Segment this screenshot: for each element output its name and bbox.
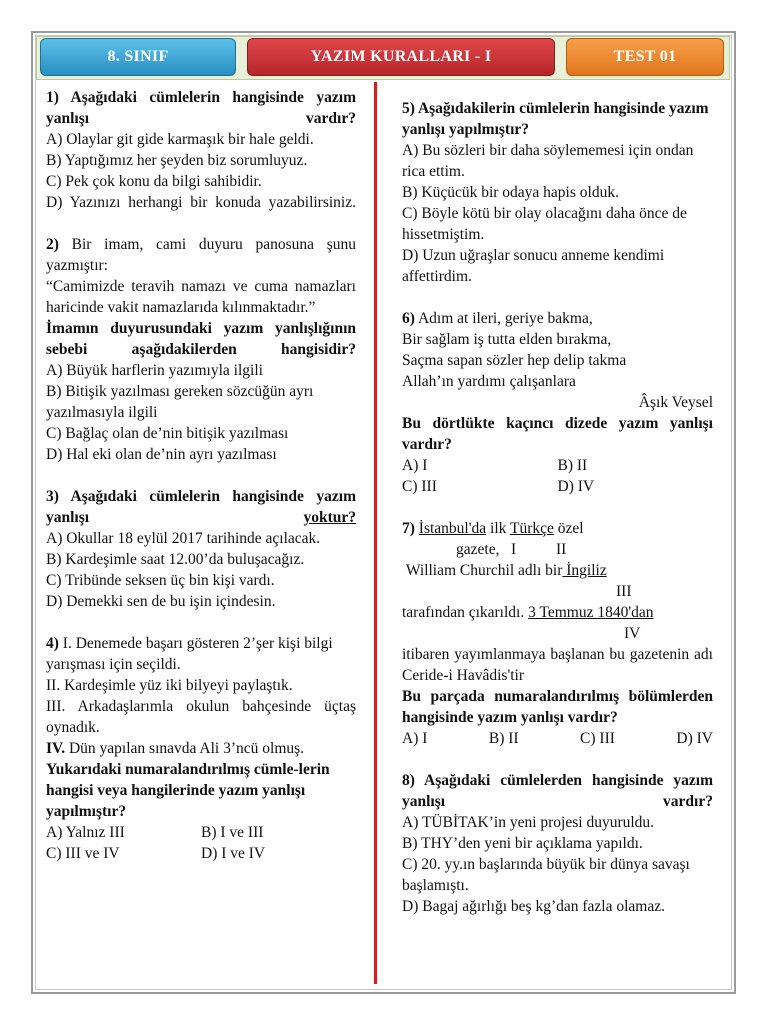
question-6-options-row-1 bbox=[402, 455, 713, 476]
question-6-line-3: Saçma sapan sözler hep delip takma bbox=[402, 352, 627, 369]
question-7-option-c[interactable]: C) III bbox=[580, 730, 615, 747]
question-1-stem: 1) Aşağıdaki cümlelerin hangisinde yazım yanlışı vardır? bbox=[46, 89, 356, 127]
question-2-option-d[interactable]: D) Hal eki olan de’nin ayrı yazılması bbox=[46, 446, 277, 463]
question-3-option-b[interactable]: B) Kardeşimle saat 12.00’da buluşacağız. bbox=[46, 551, 305, 568]
question-6-option-b[interactable]: B) II bbox=[557, 457, 588, 474]
class-label: 8. SINIF bbox=[40, 38, 236, 76]
question-2 bbox=[46, 234, 356, 465]
right-column bbox=[402, 98, 713, 938]
question-7-option-d[interactable]: D) IV bbox=[676, 730, 713, 747]
question-5-option-d[interactable]: D) Uzun uğraşlar sonucu anneme kendimi affettirdim. bbox=[402, 247, 665, 285]
question-4-option-b[interactable]: B) I ve III bbox=[201, 824, 264, 841]
question-6-line-1: 6) Adım at ileri, geriye bakma, bbox=[402, 310, 593, 327]
question-6-options-row-2 bbox=[402, 476, 713, 497]
question-4-options-row-2 bbox=[46, 843, 356, 864]
question-1-option-b[interactable]: B) Yaptığımız her şeyden biz sorumluyuz. bbox=[46, 152, 308, 169]
question-3-option-c[interactable]: C) Tribünde seksen üç bin kişi vardı. bbox=[46, 572, 275, 589]
column-divider bbox=[374, 82, 377, 984]
question-7 bbox=[402, 518, 713, 749]
question-3-option-d[interactable]: D) Demekki sen de bu işin içindesin. bbox=[46, 593, 276, 610]
test-number: TEST 01 bbox=[566, 38, 724, 76]
question-6-option-d[interactable]: D) IV bbox=[557, 478, 595, 495]
question-1 bbox=[46, 87, 356, 213]
question-6-line-4: Allah’ın yardımı çalışanlara bbox=[402, 373, 576, 390]
question-4 bbox=[46, 633, 356, 864]
question-5 bbox=[402, 98, 713, 287]
question-3 bbox=[46, 486, 356, 612]
question-7-text-line-1: 7) İstanbul'da ilk Türkçe özel bbox=[402, 520, 584, 537]
question-7-text-line-7: itibaren yayımlanmaya başlanan bu gazetenin adı Ceride-i Havâdis'tir bbox=[402, 646, 713, 684]
question-5-option-c[interactable]: C) Böyle kötü bir olay olacağını daha önce de hissetmiştim. bbox=[402, 205, 687, 243]
question-8-option-b[interactable]: B) THY’den yeni bir açıklama yapıldı. bbox=[402, 835, 643, 852]
question-8-option-d[interactable]: D) Bagaj ağırlığı beş kg’dan fazla olamaz. bbox=[402, 898, 665, 915]
question-1-option-d[interactable]: D) Yazınızı herhangi bir konuda yazabilirsiniz. bbox=[46, 194, 356, 211]
question-4-statement-1: 4) I. Denemede başarı gösteren 2’şer kişi bilgi yarışması için seçildi. bbox=[46, 635, 333, 673]
question-4-options-row-1 bbox=[46, 822, 356, 843]
question-4-option-d[interactable]: D) I ve IV bbox=[201, 845, 266, 862]
question-6-option-c[interactable]: C) III bbox=[402, 478, 437, 495]
question-3-option-a[interactable]: A) Okullar 18 eylül 2017 tarihinde açılacak. bbox=[46, 530, 321, 547]
question-7-text-line-5: tarafından çıkarıldı. 3 Temmuz 1840'dan bbox=[402, 604, 654, 621]
question-4-stem: Yukarıdaki numaralandırılmış cümle-lerin hangisi veya hangilerinde yazım yanlışı yapılmıştır? bbox=[46, 761, 330, 820]
question-8-stem: 8) Aşağıdaki cümlelerden hangisinde yazım yanlışı vardır? bbox=[402, 772, 713, 810]
question-4-statement-2: II. Kardeşimle yüz iki bilyeyi paylaştık. bbox=[46, 677, 293, 694]
left-column bbox=[46, 87, 356, 885]
question-2-quote: “Camimizde teravih namazı ve cuma namazları haricinde vakit namazlarıda kılınmaktadır.” bbox=[46, 278, 356, 316]
question-8-option-c[interactable]: C) 20. yy.ın başlarında büyük bir dünya savaşı başlamıştı. bbox=[402, 856, 690, 894]
question-7-options bbox=[402, 728, 713, 749]
question-7-text-line-3: William Churchil adlı bir İngiliz bbox=[405, 562, 607, 579]
question-8-option-a[interactable]: A) TÜBİTAK’in yeni projesi duyuruldu. bbox=[402, 814, 655, 831]
question-2-option-c[interactable]: C) Bağlaç olan de’nin bitişik yazılması bbox=[46, 425, 289, 442]
question-1-option-c[interactable]: C) Pek çok konu da bilgi sahibidir. bbox=[46, 173, 262, 190]
question-2-option-a[interactable]: A) Büyük harflerin yazımıyla ilgili bbox=[46, 362, 263, 379]
question-1-option-a[interactable]: A) Olaylar git gide karmaşık bir hale geldi. bbox=[46, 131, 314, 148]
question-4-statement-4: IV. Dün yapılan sınavda Ali 3’ncü olmuş. bbox=[46, 740, 305, 757]
question-5-stem: 5) Aşağıdakilerin cümlelerin hangisinde yazım yanlışı yapılmıştır? bbox=[402, 100, 709, 138]
question-6 bbox=[402, 308, 713, 497]
question-7-roman-4: IV bbox=[624, 625, 641, 642]
question-6-stem: Bu dörtlükte kaçıncı dizede yazım yanlışı vardır? bbox=[402, 415, 713, 453]
question-7-text-line-4 bbox=[402, 581, 713, 602]
question-7-gazete: gazete, bbox=[456, 541, 500, 558]
question-7-roman-3: III bbox=[616, 583, 632, 600]
question-8 bbox=[402, 770, 713, 917]
question-7-text-line-6 bbox=[402, 623, 713, 644]
question-7-option-b[interactable]: B) II bbox=[488, 730, 519, 747]
question-4-option-c[interactable]: C) III ve IV bbox=[46, 845, 120, 862]
test-title: YAZIM KURALLARI - I bbox=[247, 38, 555, 76]
question-5-option-b[interactable]: B) Küçücük bir odaya hapis olduk. bbox=[402, 184, 619, 201]
question-7-roman-1: I bbox=[511, 541, 517, 558]
question-6-line-2: Bir sağlam iş tutta elden bırakma, bbox=[402, 331, 612, 348]
question-7-stem: Bu parçada numaralandırılmış bölümlerden hangisinde yazım yanlışı vardır? bbox=[402, 688, 713, 726]
question-2-stem: İmamın duyurusundaki yazım yanlışlığının sebebi aşağıdakilerden hangisidir? bbox=[46, 320, 356, 358]
question-7-roman-2: II bbox=[556, 541, 567, 558]
question-5-option-a[interactable]: A) Bu sözleri bir daha söylememesi için ondan rica ettim. bbox=[402, 142, 694, 180]
question-7-text-line-2 bbox=[402, 539, 713, 560]
question-7-option-a[interactable]: A) I bbox=[402, 730, 428, 747]
question-6-option-a[interactable]: A) I bbox=[402, 457, 428, 474]
question-4-statement-3: III. Arkadaşlarımla okulun bahçesinde üçtaş oynadık. bbox=[46, 698, 356, 736]
question-2-intro: 2) Bir imam, cami duyuru panosuna şunu yazmıştır: bbox=[46, 236, 357, 274]
question-3-stem: 3) Aşağıdaki cümlelerin hangisinde yazım yanlışı yoktur? bbox=[46, 488, 356, 526]
question-2-option-b[interactable]: B) Bitişik yazılması gereken sözcüğün ayrı yazılmasıyla ilgili bbox=[46, 383, 314, 421]
question-6-author: Âşık Veysel bbox=[638, 394, 713, 411]
question-4-option-a[interactable]: A) Yalnız III bbox=[46, 824, 125, 841]
